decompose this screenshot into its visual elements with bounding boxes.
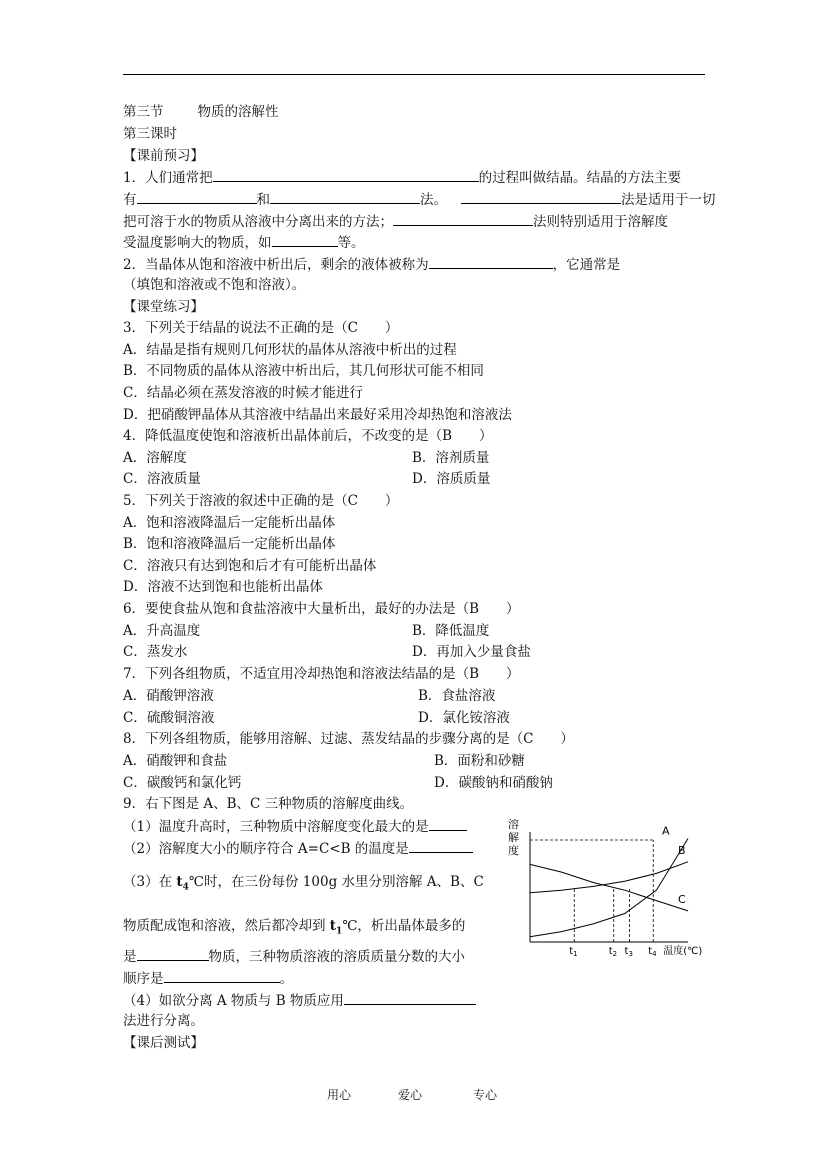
x-tick-label-t3: $t_3$ (624, 946, 633, 958)
q9-part3-cont: 物质配成饱和溶液，然后都冷却到 $t_1℃$，析出晶体最多的 (123, 918, 466, 937)
q9-part2: （2）溶解度大小的顺序符合 A=C<B 的温度是 (123, 839, 473, 858)
x-tick-label-t2: $t_2$ (608, 946, 618, 958)
q9-part3-cont3: 顺序是 。 (123, 971, 293, 987)
q6-option-d: D．再加入少量食盐 (412, 644, 531, 660)
q9-part4-cont: 法进行分离。 (123, 1013, 204, 1029)
q9-blank2[interactable] (409, 839, 473, 853)
footer-word-1: 用心 (327, 1088, 352, 1102)
test-heading: 【课后测试】 (123, 1035, 204, 1051)
section-title: 物质的溶解性 (197, 104, 279, 120)
q7-option-b: B．食盐溶液 (418, 688, 496, 704)
q1-line3: 把可溶于水的物质从溶液中分离出来的方法； 法则特别适用于溶解度 (123, 214, 668, 230)
x-axis-label: 温度(℃) (663, 946, 703, 957)
section-heading (123, 103, 279, 121)
q8-option-d: D．碳酸钠和硝酸钠 (434, 775, 553, 791)
q5-option-d: D．溶液不达到饱和也能析出晶体 (123, 579, 323, 595)
q8-option-c: C．碳酸钙和氯化钙 (123, 775, 242, 791)
q9-part3: （3）在 $t_4℃$时，在三份每份 100g 水里分别溶解 A、B、C (123, 874, 484, 893)
q9-blank3[interactable] (137, 947, 209, 961)
footer-word-2: 爱心 (398, 1088, 423, 1102)
q1-line1: 1．人们通常把 的过程叫做结晶。结晶的方法主要 (123, 170, 682, 186)
q5-option-c: C．溶液只有达到饱和后才有可能析出晶体 (123, 558, 377, 574)
q5-option-a: A．饱和溶液降温后一定能析出晶体 (123, 515, 336, 531)
q9-stem: 9．右下图是 A、B、C 三种物质的溶解度曲线。 (123, 796, 414, 812)
x-tick-label-t4: $t_4$ (648, 946, 657, 958)
q1-blank1[interactable] (213, 168, 479, 182)
lesson-label: 第三课时 (123, 126, 177, 142)
q3-stem: 3．下列关于结晶的说法不正确的是（C ） (123, 320, 399, 336)
x-tick-label-t1: $t_1$ (569, 946, 578, 958)
q9-blank1[interactable] (429, 817, 467, 831)
chapter-label: 第三节 (123, 104, 164, 120)
series-C-label: C (678, 892, 686, 906)
footer-word-3: 专心 (473, 1088, 498, 1102)
q3-option-b: B．不同物质的晶体从溶液中析出后，其几何形状可能不相同 (123, 363, 484, 379)
q6-option-b: B．降低温度 (412, 623, 490, 639)
q4-option-c: C．溶液质量 (123, 471, 201, 487)
q9-blank4[interactable] (164, 969, 280, 983)
q6-stem: 6．要使食盐从饱和食盐溶液中大量析出，最好的办法是（B ） (123, 601, 520, 617)
q5-stem: 5．下列关于溶液的叙述中正确的是（C ） (123, 493, 399, 509)
q1-blank5[interactable] (393, 212, 533, 226)
q4-option-b: B．溶剂质量 (412, 450, 490, 466)
y-axis-label-char: 溶 (508, 818, 519, 831)
q4-stem: 4．降低温度使饱和溶液析出晶体前后，不改变的是（B ） (123, 428, 493, 444)
q4-option-d: D．溶质质量 (412, 471, 491, 487)
q9-part4: （4）如欲分离 A 物质与 B 物质应用 (123, 991, 476, 1010)
q9-part3-cont2: 是 物质，三种物质溶液的溶质质量分数的大小 (123, 949, 465, 965)
q3-option-a: A．结晶是指有规则几何形状的晶体从溶液中析出的过程 (123, 342, 457, 358)
q1-blank4[interactable] (461, 190, 621, 204)
q3-option-d: D．把硝酸钾晶体从其溶液中结晶出来最好采用冷却热饱和溶液法 (123, 407, 512, 423)
series-B-label: B (678, 843, 686, 857)
q7-option-a: A．硝酸钾溶液 (123, 688, 214, 704)
series-A-line (530, 839, 688, 937)
practice-heading: 【课堂练习】 (123, 299, 204, 315)
solubility-chart (506, 818, 706, 966)
q5-option-b: B．饱和溶液降温后一定能析出晶体 (123, 536, 336, 552)
y-axis-label-char: 度 (508, 844, 519, 857)
q7-option-c: C．硫酸铜溶液 (123, 710, 215, 726)
q1-line4: 受温度影响大的物质，如 等。 (123, 235, 365, 251)
y-axis-label-char: 解 (508, 831, 519, 844)
series-C-line (530, 864, 688, 911)
header-rule (123, 74, 705, 75)
q9-blank5[interactable] (344, 991, 476, 1005)
q8-option-b: B．面粉和砂糖 (434, 753, 525, 769)
q6-option-c: C．蒸发水 (123, 644, 188, 660)
q1-blank3[interactable] (270, 190, 420, 204)
q2-line1: 2．当晶体从饱和溶液中析出后，剩余的液体被称为 ，它通常是 (123, 257, 621, 273)
q8-option-a: A．硝酸钾和食盐 (123, 753, 228, 769)
q2-blank[interactable] (429, 255, 553, 269)
q4-option-a: A．溶解度 (123, 450, 187, 466)
q6-option-a: A．升高温度 (123, 623, 201, 639)
q7-stem: 7．下列各组物质，不适宜用冷却热饱和溶液法结晶的是（B ） (123, 666, 520, 682)
series-A-label: A (662, 824, 670, 838)
q8-stem: 8．下列各组物质，能够用溶解、过滤、蒸发结晶的步骤分离的是（C ） (123, 731, 574, 747)
q1-line2: 有 和 法。 法是适用于一切 (123, 192, 716, 208)
q3-option-c: C．结晶必须在蒸发溶液的时候才能进行 (123, 385, 363, 401)
q7-option-d: D．氯化铵溶液 (418, 710, 510, 726)
q1-blank2[interactable] (137, 190, 257, 204)
preview-heading: 【课前预习】 (123, 148, 204, 164)
q9-part1: （1）温度升高时，三种物质中溶解度变化最大的是 (123, 817, 467, 836)
q2-line2: （填饱和溶液或不饱和溶液）。 (123, 277, 306, 293)
q1-blank6[interactable] (272, 233, 338, 247)
